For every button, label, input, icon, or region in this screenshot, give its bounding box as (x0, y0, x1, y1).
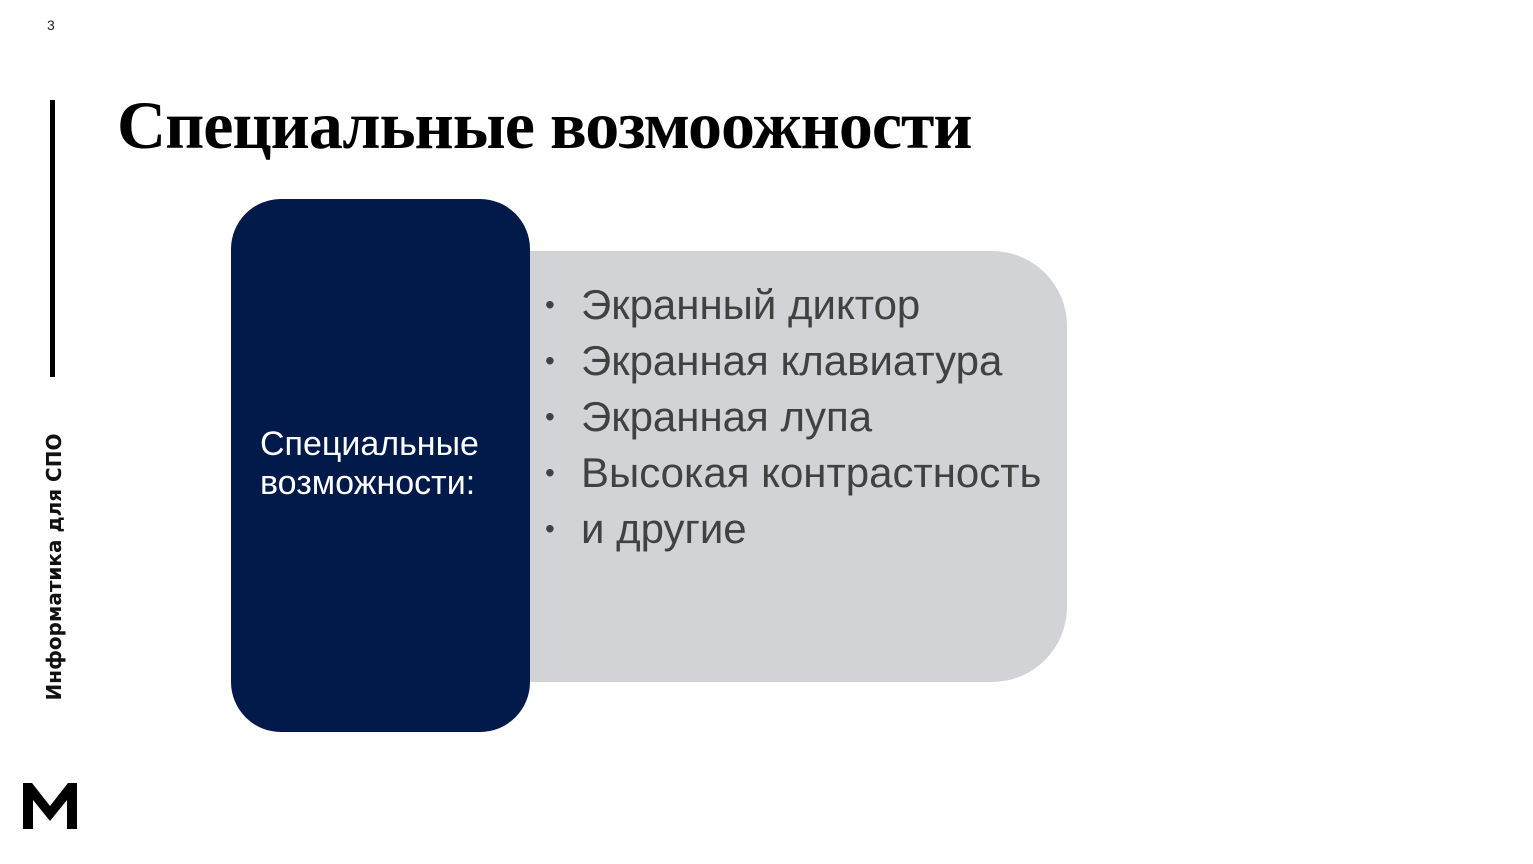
m-logo-icon (23, 781, 77, 834)
list-item-text: Экранная клавиатура (581, 337, 1003, 384)
list-item (545, 449, 1055, 497)
bullet-icon: • (545, 289, 555, 320)
heading-box (231, 199, 530, 732)
side-label: Информатика для СПО (42, 433, 66, 701)
bullet-list (545, 281, 1055, 561)
list-item (545, 337, 1055, 385)
slide-title: Специальные возмоожности (117, 87, 972, 163)
heading-box-label: Специальные возможности: (260, 425, 479, 502)
page-number: 3 (47, 17, 55, 33)
bullet-icon: • (545, 345, 555, 376)
list-item-text: Высокая контрастность (581, 449, 1042, 496)
list-panel (470, 251, 1067, 682)
bullet-icon: • (545, 401, 555, 432)
list-item-text: Экранный диктор (581, 281, 921, 328)
list-item-text: Экранная лупа (581, 393, 873, 440)
list-item (545, 281, 1055, 329)
bullet-icon: • (545, 513, 555, 544)
left-vertical-rule (50, 100, 55, 377)
list-item-text: и другие (581, 505, 747, 552)
list-item (545, 393, 1055, 441)
list-item (545, 505, 1055, 553)
bullet-icon: • (545, 457, 555, 488)
